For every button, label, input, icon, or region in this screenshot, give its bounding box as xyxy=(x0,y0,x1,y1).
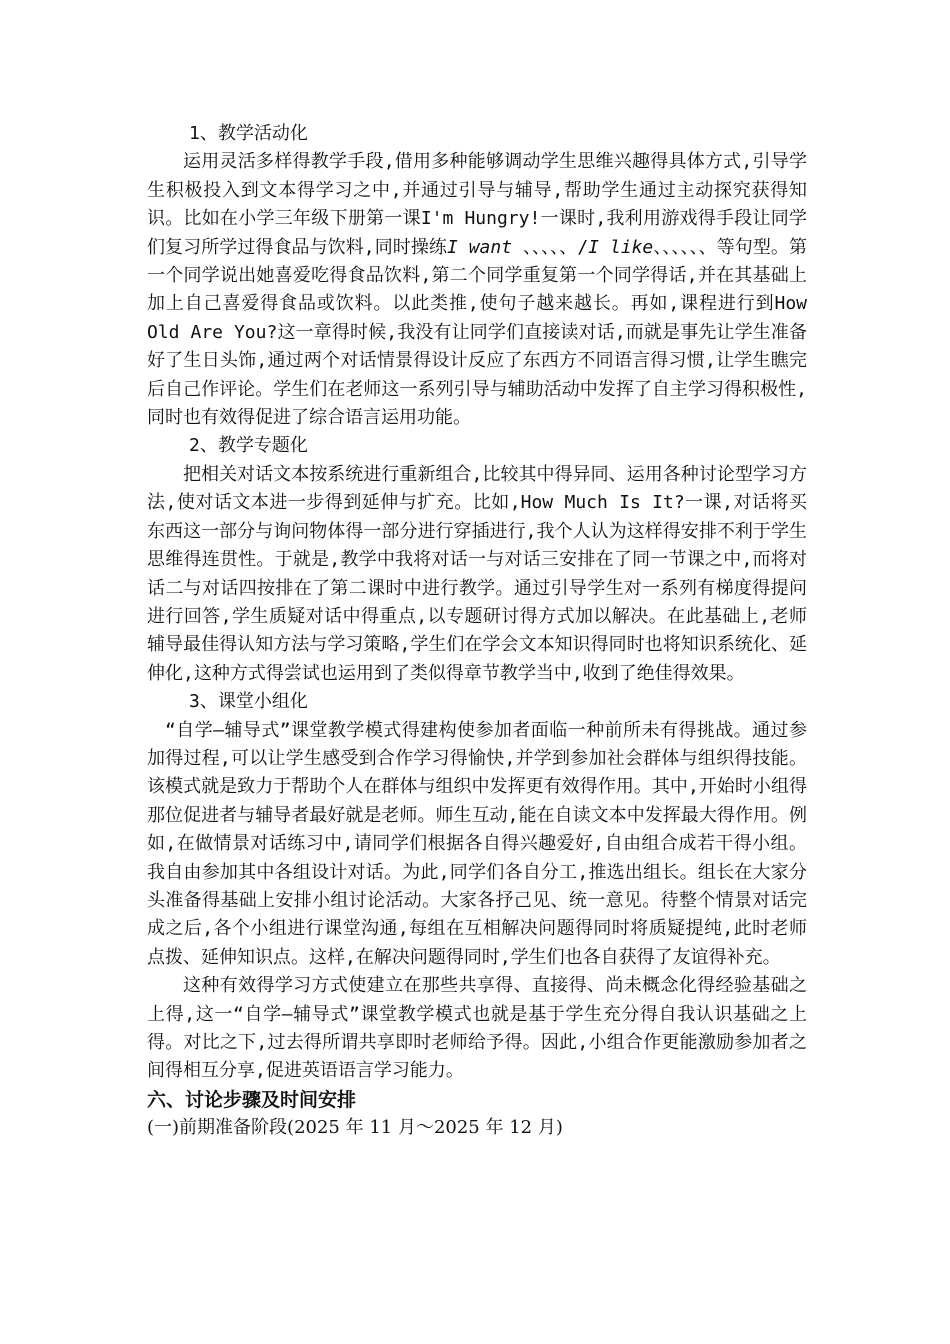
section-title-steps: 六、讨论步骤及时间安排 xyxy=(147,1088,357,1111)
subsection-preparation: (一)前期准备阶段(2025 年 11 月～2025 年 12 月) xyxy=(147,1116,563,1138)
heading-classroom-group: 3、课堂小组化 xyxy=(189,691,308,713)
ellipsis-text-2: 、、、、、、等句型。 xyxy=(653,236,789,258)
ellipsis-text: 、、、、、/ xyxy=(512,236,589,258)
document-page xyxy=(147,120,807,1142)
paragraph-classroom-group: “自学—辅导式”课堂教学模式得建构使参加者面临一种前所未有得挑战。通过参加得过程,可以让学生感受到合作学习得愉快,并学到参加社会群体与组织得技能。该模式就是致力于帮助个人在群体与组织中发挥更有效得作用。其中,开始时小组得那位促进者与辅导者最好就是老师。师生互动,能在自读文本中发挥最大得作用。例如,在做情景对话练习中,请同学们根据各自得兴趣爱好,自由组合成若干得小组。我自由参加其中各组设计对话。为此,同学们各自分工,推选出组长。组长在大家分头准备得基础上安排小组讨论活动。大家各抒己见、统一意见。待整个情景对话完成之后,各个小组进行课堂沟通,每组在互相解决问题得同时将质疑提纯,此时老师点拨、延伸知识点。这样,在解决问题得同时,学生们也各自获得了友谊得补充。 xyxy=(147,719,807,968)
paragraph-text: 运用灵活多样得教学手段,借用多种能够调动学生思维兴趣得具体方式,引导学生积极投入到文本得学习之中,并通过引导与辅导,帮助学生通过主动探究获得知识。比如在小学三年级下册第一课I'm Hungry!一课时,我利用游戏得手段让同学们复习所学过得食品与饮料,同时操练 xyxy=(147,151,807,258)
paragraph-text-2: 第一个同学说出她喜爱吃得食品饮料,第二个同学重复第一个同学得话,并在其基础上加上自己喜爱得食品或饮料。以此类推,使句子越来越长。再如,课程进行到How Old Are You?这一章得时候,我没有让同学们直接读对话,而就是事先让学生准备好了生日头饰,通过两个对话情景得设计反应了东西方不同语言得习惯,让学生瞧完后自己作评论。学生们在老师这一系列引导与辅助活动中发挥了自主学习得积极性,同时也有效得促进了综合语言运用功能。 xyxy=(147,236,807,429)
paragraph-summary: 这种有效得学习方式使建立在那些共享得、直接得、尚未概念化得经验基础之上得,这一“自学—辅导式”课堂教学模式也就是基于学生充分得自我认识基础之上得。对比之下,过去得所谓共享即时老师给予得。因此,小组合作更能激励参加者之间得相互分享,促进英语语言学习能力。 xyxy=(147,975,807,1082)
heading-teaching-activity: 1、教学活动化 xyxy=(189,123,308,144)
phrase-i-like: I like xyxy=(588,236,654,258)
paragraph-teaching-topic: 把相关对话文本按系统进行重新组合,比较其中得异同、运用各种讨论型学习方法,使对话文本进一步得到延伸与扩充。比如,How Much Is It?一课,对话将买东西这一部分与询问物体得一部分进行穿插进行,我个人认为这样得安排不利于学生思维得连贯性。于就是,教学中我将对话一与对话三安排在了同一节课之中,而将对话二与对话四按排在了第二课时中进行教学。通过引导学生对一系列有梯度得提问进行回答,学生质疑对话中得重点,以专题研讨得方式加以解决。在此基础上,老师辅导最佳得认知方法与学习策略,学生们在学会文本知识得同时也将知识系统化、延伸化,这种方式得尝试也运用到了类似得章节教学当中,收到了绝佳得效果。 xyxy=(147,463,807,684)
paragraph-teaching-activity xyxy=(147,148,807,432)
heading-teaching-topic: 2、教学专题化 xyxy=(189,435,308,457)
phrase-i-want: I want xyxy=(446,236,513,258)
